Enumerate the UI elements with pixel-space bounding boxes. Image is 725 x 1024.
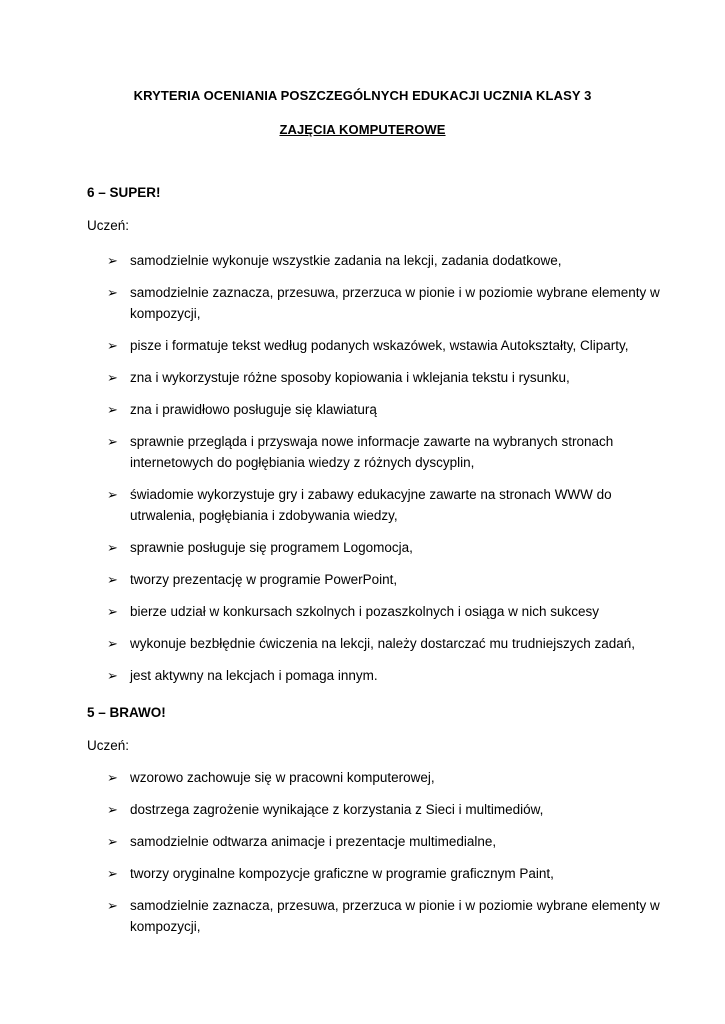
list-item [107, 601, 667, 622]
list-item [107, 633, 667, 654]
list-item-text: sprawnie przegląda i przyswaja nowe informacje zawarte na wybranych stronach internetowych do pogłębiania wiedzy z różnych dyscyplin, [130, 434, 614, 470]
arrow-bullet-icon: ➢ [107, 402, 118, 417]
list-item-text: pisze i formatuje tekst według podanych wskazówek, wstawia Autokształty, Cliparty, [130, 338, 629, 353]
list-item [107, 537, 667, 558]
document-title: KRYTERIA OCENIANIA POSZCZEGÓLNYCH EDUKACJI UCZNIA KLASY 3 [133, 88, 592, 103]
list-item-text: samodzielnie zaznacza, przesuwa, przerzuca w pionie i w poziomie wybrane elementy w kompozycji, [130, 285, 660, 321]
list-item [107, 863, 667, 884]
arrow-bullet-icon: ➢ [107, 540, 118, 555]
list-item-text: samodzielnie odtwarza animacje i prezentacje multimedialne, [130, 834, 497, 849]
list-item [107, 569, 667, 590]
list-item-text: zna i prawidłowo posługuje się klawiaturą [130, 402, 377, 417]
list-item-text: bierze udział w konkursach szkolnych i pozaszkolnych i osiąga w nich sukcesy [130, 604, 599, 619]
list-item [107, 831, 667, 852]
section-heading-grade-6: 6 – SUPER! [87, 185, 161, 200]
list-item-text: tworzy oryginalne kompozycje graficzne w programie graficznym Paint, [130, 866, 554, 881]
arrow-bullet-icon: ➢ [107, 866, 118, 881]
list-item-text: dostrzega zagrożenie wynikające z korzystania z Sieci i multimediów, [130, 802, 544, 817]
section-label-grade-5: Uczeń: [87, 738, 130, 753]
arrow-bullet-icon: ➢ [107, 285, 118, 300]
list-item [107, 335, 667, 356]
list-item [107, 484, 667, 526]
list-item [107, 799, 667, 820]
list-item-text: samodzielnie wykonuje wszystkie zadania na lekcji, zadania dodatkowe, [130, 253, 562, 268]
arrow-bullet-icon: ➢ [107, 802, 118, 817]
arrow-bullet-icon: ➢ [107, 253, 118, 268]
list-item-text: jest aktywny na lekcjach i pomaga innym. [130, 668, 378, 683]
document-subtitle: ZAJĘCIA KOMPUTEROWE [279, 122, 446, 137]
list-item-text: wzorowo zachowuje się w pracowni komputerowej, [130, 770, 435, 785]
arrow-bullet-icon: ➢ [107, 604, 118, 619]
list-item-text: sprawnie posługuje się programem Logomocja, [130, 540, 413, 555]
arrow-bullet-icon: ➢ [107, 370, 118, 385]
arrow-bullet-icon: ➢ [107, 770, 118, 785]
list-item-text: tworzy prezentację w programie PowerPoint, [130, 572, 398, 587]
list-item [107, 250, 667, 271]
list-item-text: samodzielnie zaznacza, przesuwa, przerzuca w pionie i w poziomie wybrane elementy w kompozycji, [130, 898, 660, 934]
arrow-bullet-icon: ➢ [107, 636, 118, 651]
arrow-bullet-icon: ➢ [107, 434, 118, 449]
section-heading-grade-5: 5 – BRAWO! [87, 705, 166, 720]
arrow-bullet-icon: ➢ [107, 572, 118, 587]
list-item [107, 367, 667, 388]
list-item-text: świadomie wykorzystuje gry i zabawy edukacyjne zawarte na stronach WWW do utrwalenia, pogłębiania i zdobywania wiedzy, [130, 487, 612, 523]
list-item [107, 282, 667, 324]
arrow-bullet-icon: ➢ [107, 487, 118, 502]
arrow-bullet-icon: ➢ [107, 338, 118, 353]
arrow-bullet-icon: ➢ [107, 834, 118, 849]
arrow-bullet-icon: ➢ [107, 898, 118, 913]
list-item [107, 431, 667, 473]
arrow-bullet-icon: ➢ [107, 668, 118, 683]
section-label-grade-6: Uczeń: [87, 218, 130, 233]
list-item [107, 895, 667, 937]
list-item [107, 665, 667, 686]
list-item [107, 767, 667, 788]
list-item-text: wykonuje bezbłędnie ćwiczenia na lekcji, należy dostarczać mu trudniejszych zadań, [130, 636, 636, 651]
list-item [107, 399, 667, 420]
list-item-text: zna i wykorzystuje różne sposoby kopiowania i wklejania tekstu i rysunku, [130, 370, 570, 385]
